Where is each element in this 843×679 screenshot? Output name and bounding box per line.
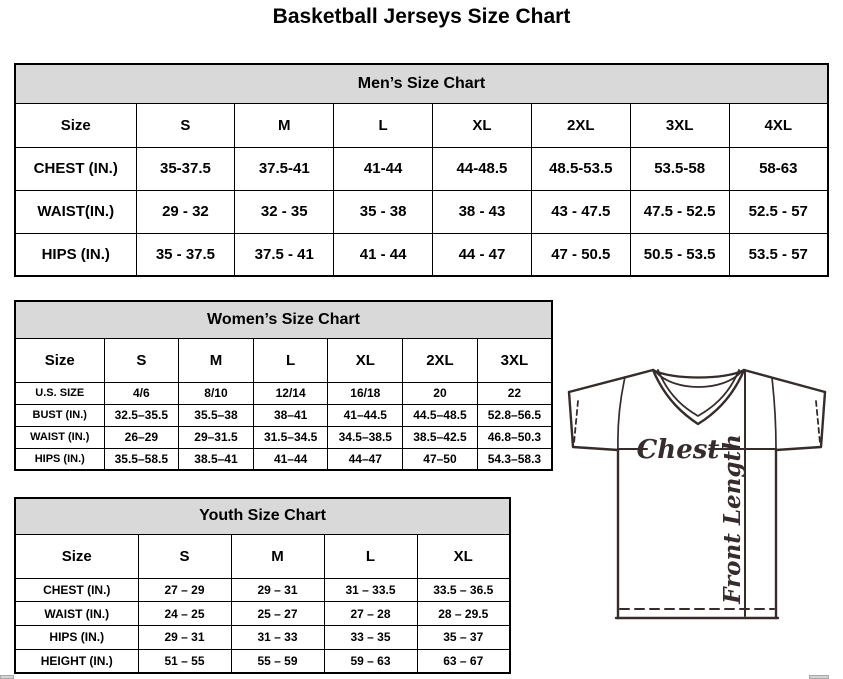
row-label-cell: WAIST (IN.) (15, 602, 138, 626)
mens-table-title: Men’s Size Chart (15, 64, 828, 103)
table-row (15, 578, 510, 602)
value-cell: 35 – 37 (417, 625, 510, 649)
value-cell: 48.5-53.5 (531, 147, 630, 190)
scrollbar-left-button[interactable] (0, 675, 14, 679)
value-cell: 58-63 (729, 147, 828, 190)
table-row (15, 64, 828, 103)
value-cell: 53.5 - 57 (729, 233, 828, 276)
table-row (15, 338, 552, 382)
value-cell: 41 - 44 (334, 233, 433, 276)
size-cell: L (334, 103, 433, 147)
size-cell: XL (328, 338, 403, 382)
size-cell: S (136, 103, 235, 147)
size-cell: 3XL (630, 103, 729, 147)
value-cell: 31 – 33 (231, 625, 324, 649)
value-cell: 52.5 - 57 (729, 190, 828, 233)
value-cell: 54.3–58.3 (477, 448, 552, 470)
row-label-cell: HIPS (IN.) (15, 625, 138, 649)
value-cell: 35-37.5 (136, 147, 235, 190)
value-cell: 41–44.5 (328, 404, 403, 426)
jersey-measurement-diagram (556, 361, 838, 623)
value-cell: 28 – 29.5 (417, 602, 510, 626)
jersey-outline-icon (556, 361, 838, 623)
size-cell: 2XL (531, 103, 630, 147)
size-cell: M (235, 103, 334, 147)
value-cell: 44 - 47 (433, 233, 532, 276)
size-header-cell: Size (15, 338, 104, 382)
value-cell: 44–47 (328, 448, 403, 470)
value-cell: 47–50 (403, 448, 478, 470)
value-cell: 53.5-58 (630, 147, 729, 190)
value-cell: 26–29 (104, 426, 179, 448)
value-cell: 41-44 (334, 147, 433, 190)
size-cell: L (253, 338, 328, 382)
size-cell: L (324, 534, 417, 578)
row-label-cell: WAIST (IN.) (15, 426, 104, 448)
size-cell: XL (433, 103, 532, 147)
size-cell: 4XL (729, 103, 828, 147)
value-cell: 33.5 – 36.5 (417, 578, 510, 602)
value-cell: 38.5–41 (179, 448, 254, 470)
value-cell: 29 – 31 (231, 578, 324, 602)
table-row (15, 382, 552, 404)
size-cell: XL (417, 534, 510, 578)
value-cell: 31 – 33.5 (324, 578, 417, 602)
value-cell: 63 – 67 (417, 649, 510, 673)
value-cell: 20 (403, 382, 478, 404)
chest-measure-label: Chest (636, 435, 720, 465)
value-cell: 47 - 50.5 (531, 233, 630, 276)
value-cell: 25 – 27 (231, 602, 324, 626)
value-cell: 27 – 29 (138, 578, 231, 602)
table-row (15, 301, 552, 338)
table-row (15, 534, 510, 578)
table-row (15, 404, 552, 426)
page-title: Basketball Jerseys Size Chart (272, 5, 571, 28)
value-cell: 41–44 (253, 448, 328, 470)
size-cell: M (179, 338, 254, 382)
table-row (15, 233, 828, 276)
value-cell: 34.5–38.5 (328, 426, 403, 448)
row-label-cell: WAIST(IN.) (15, 190, 136, 233)
table-row (15, 602, 510, 626)
row-label-cell: HEIGHT (IN.) (15, 649, 138, 673)
value-cell: 44-48.5 (433, 147, 532, 190)
row-label-cell: HIPS (IN.) (15, 233, 136, 276)
youth-table-title: Youth Size Chart (15, 498, 510, 534)
value-cell: 50.5 - 53.5 (630, 233, 729, 276)
value-cell: 8/10 (179, 382, 254, 404)
value-cell: 35.5–38 (179, 404, 254, 426)
value-cell: 37.5-41 (235, 147, 334, 190)
value-cell: 59 – 63 (324, 649, 417, 673)
value-cell: 33 – 35 (324, 625, 417, 649)
value-cell: 55 – 59 (231, 649, 324, 673)
row-label-cell: U.S. SIZE (15, 382, 104, 404)
table-row (15, 498, 510, 534)
value-cell: 46.8–50.3 (477, 426, 552, 448)
value-cell: 38.5–42.5 (403, 426, 478, 448)
table-row (15, 147, 828, 190)
table-row (15, 625, 510, 649)
value-cell: 38–41 (253, 404, 328, 426)
womens-table-title: Women’s Size Chart (15, 301, 552, 338)
size-cell: M (231, 534, 324, 578)
value-cell: 32 - 35 (235, 190, 334, 233)
value-cell: 32.5–35.5 (104, 404, 179, 426)
value-cell: 31.5–34.5 (253, 426, 328, 448)
size-cell: S (138, 534, 231, 578)
value-cell: 29 – 31 (138, 625, 231, 649)
size-header-cell: Size (15, 534, 138, 578)
value-cell: 38 - 43 (433, 190, 532, 233)
value-cell: 35 - 38 (334, 190, 433, 233)
value-cell: 35.5–58.5 (104, 448, 179, 470)
size-cell: 2XL (403, 338, 478, 382)
table-row (15, 190, 828, 233)
front-length-measure-label: Front Length (719, 434, 746, 604)
row-label-cell: BUST (IN.) (15, 404, 104, 426)
value-cell: 37.5 - 41 (235, 233, 334, 276)
mens-size-table (14, 63, 829, 277)
size-cell: S (104, 338, 179, 382)
value-cell: 4/6 (104, 382, 179, 404)
value-cell: 22 (477, 382, 552, 404)
table-row (15, 426, 552, 448)
value-cell: 29–31.5 (179, 426, 254, 448)
scrollbar-thumb[interactable] (809, 675, 829, 679)
value-cell: 16/18 (328, 382, 403, 404)
row-label-cell: CHEST (IN.) (15, 578, 138, 602)
value-cell: 43 - 47.5 (531, 190, 630, 233)
row-label-cell: HIPS (IN.) (15, 448, 104, 470)
row-label-cell: CHEST (IN.) (15, 147, 136, 190)
value-cell: 47.5 - 52.5 (630, 190, 729, 233)
value-cell: 12/14 (253, 382, 328, 404)
value-cell: 51 – 55 (138, 649, 231, 673)
table-row (15, 103, 828, 147)
size-cell: 3XL (477, 338, 552, 382)
value-cell: 27 – 28 (324, 602, 417, 626)
value-cell: 29 - 32 (136, 190, 235, 233)
value-cell: 24 – 25 (138, 602, 231, 626)
table-row (15, 448, 552, 470)
youth-size-table (14, 497, 511, 674)
womens-size-table (14, 300, 553, 471)
size-header-cell: Size (15, 103, 136, 147)
value-cell: 35 - 37.5 (136, 233, 235, 276)
value-cell: 44.5–48.5 (403, 404, 478, 426)
value-cell: 52.8–56.5 (477, 404, 552, 426)
table-row (15, 649, 510, 673)
